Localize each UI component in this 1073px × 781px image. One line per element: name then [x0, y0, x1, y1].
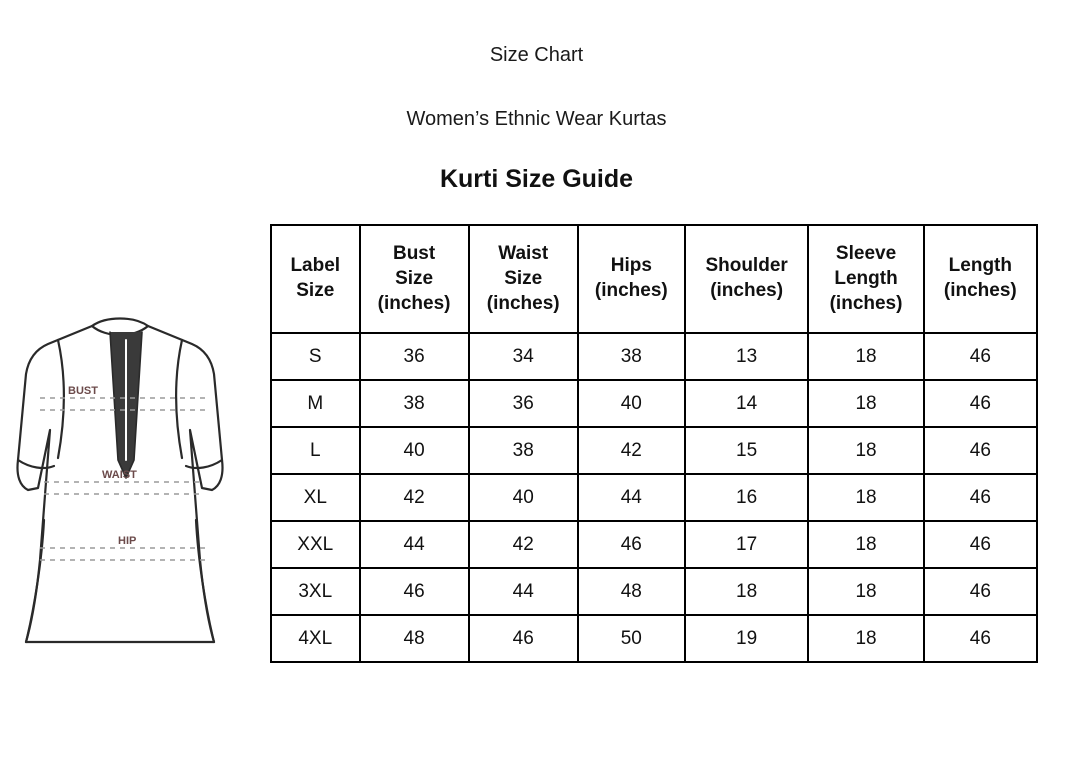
- cell-hips: 42: [578, 427, 685, 474]
- label-hip: HIP: [118, 535, 137, 547]
- cell-sleeve: 18: [808, 615, 923, 662]
- column-header-shoulder: Shoulder (inches): [685, 225, 809, 333]
- column-header-hips: Hips (inches): [578, 225, 685, 333]
- chart-title: Kurti Size Guide: [439, 165, 634, 193]
- cell-hips: 50: [578, 615, 685, 662]
- table-row: [271, 474, 1037, 521]
- column-header-label-size: Label Size: [271, 225, 360, 333]
- cell-label-size: XXL: [271, 521, 360, 568]
- cell-label-size: S: [271, 333, 360, 380]
- cell-hips: 46: [578, 521, 685, 568]
- label-waist: WAIST: [102, 469, 137, 481]
- label-bust: BUST: [68, 385, 98, 397]
- column-header-waist: Waist Size (inches): [469, 225, 578, 333]
- table-row: [271, 568, 1037, 615]
- cell-shoulder: 18: [685, 568, 809, 615]
- cell-sleeve: 18: [808, 427, 923, 474]
- cell-length: 46: [924, 568, 1037, 615]
- cell-length: 46: [924, 333, 1037, 380]
- table-row: [271, 380, 1037, 427]
- column-header-bust: Bust Size (inches): [360, 225, 469, 333]
- cell-bust: 46: [360, 568, 469, 615]
- table-row: [271, 521, 1037, 568]
- kurti-illustration: [14, 310, 242, 660]
- column-header-length: Length (inches): [924, 225, 1037, 333]
- column-header-sleeve-length: Sleeve Length (inches): [808, 225, 923, 333]
- cell-waist: 44: [469, 568, 578, 615]
- cell-length: 46: [924, 380, 1037, 427]
- cell-shoulder: 15: [685, 427, 809, 474]
- cell-sleeve: 18: [808, 380, 923, 427]
- size-table: [270, 224, 1038, 663]
- table-row: [271, 615, 1037, 662]
- cell-label-size: M: [271, 380, 360, 427]
- cell-waist: 40: [469, 474, 578, 521]
- page-title: Size Chart: [489, 44, 584, 66]
- cell-label-size: L: [271, 427, 360, 474]
- cell-length: 46: [924, 427, 1037, 474]
- size-table-wrapper: [270, 224, 1038, 663]
- cell-sleeve: 18: [808, 333, 923, 380]
- cell-length: 46: [924, 521, 1037, 568]
- cell-bust: 36: [360, 333, 469, 380]
- cell-bust: 42: [360, 474, 469, 521]
- cell-bust: 38: [360, 380, 469, 427]
- cell-shoulder: 14: [685, 380, 809, 427]
- cell-waist: 46: [469, 615, 578, 662]
- cell-bust: 44: [360, 521, 469, 568]
- table-row: [271, 427, 1037, 474]
- table-row: [271, 333, 1037, 380]
- cell-waist: 38: [469, 427, 578, 474]
- cell-shoulder: 17: [685, 521, 809, 568]
- headings-block: [0, 42, 1073, 194]
- page-subtitle: Women’s Ethnic Wear Kurtas: [406, 108, 667, 130]
- cell-label-size: XL: [271, 474, 360, 521]
- table-header-row: [271, 225, 1037, 333]
- cell-bust: 48: [360, 615, 469, 662]
- cell-length: 46: [924, 615, 1037, 662]
- cell-shoulder: 13: [685, 333, 809, 380]
- cell-waist: 34: [469, 333, 578, 380]
- cell-length: 46: [924, 474, 1037, 521]
- cell-hips: 48: [578, 568, 685, 615]
- cell-shoulder: 19: [685, 615, 809, 662]
- cell-bust: 40: [360, 427, 469, 474]
- cell-label-size: 4XL: [271, 615, 360, 662]
- cell-waist: 36: [469, 380, 578, 427]
- cell-shoulder: 16: [685, 474, 809, 521]
- cell-sleeve: 18: [808, 568, 923, 615]
- cell-label-size: 3XL: [271, 568, 360, 615]
- cell-sleeve: 18: [808, 521, 923, 568]
- cell-hips: 44: [578, 474, 685, 521]
- cell-hips: 38: [578, 333, 685, 380]
- cell-waist: 42: [469, 521, 578, 568]
- cell-hips: 40: [578, 380, 685, 427]
- cell-sleeve: 18: [808, 474, 923, 521]
